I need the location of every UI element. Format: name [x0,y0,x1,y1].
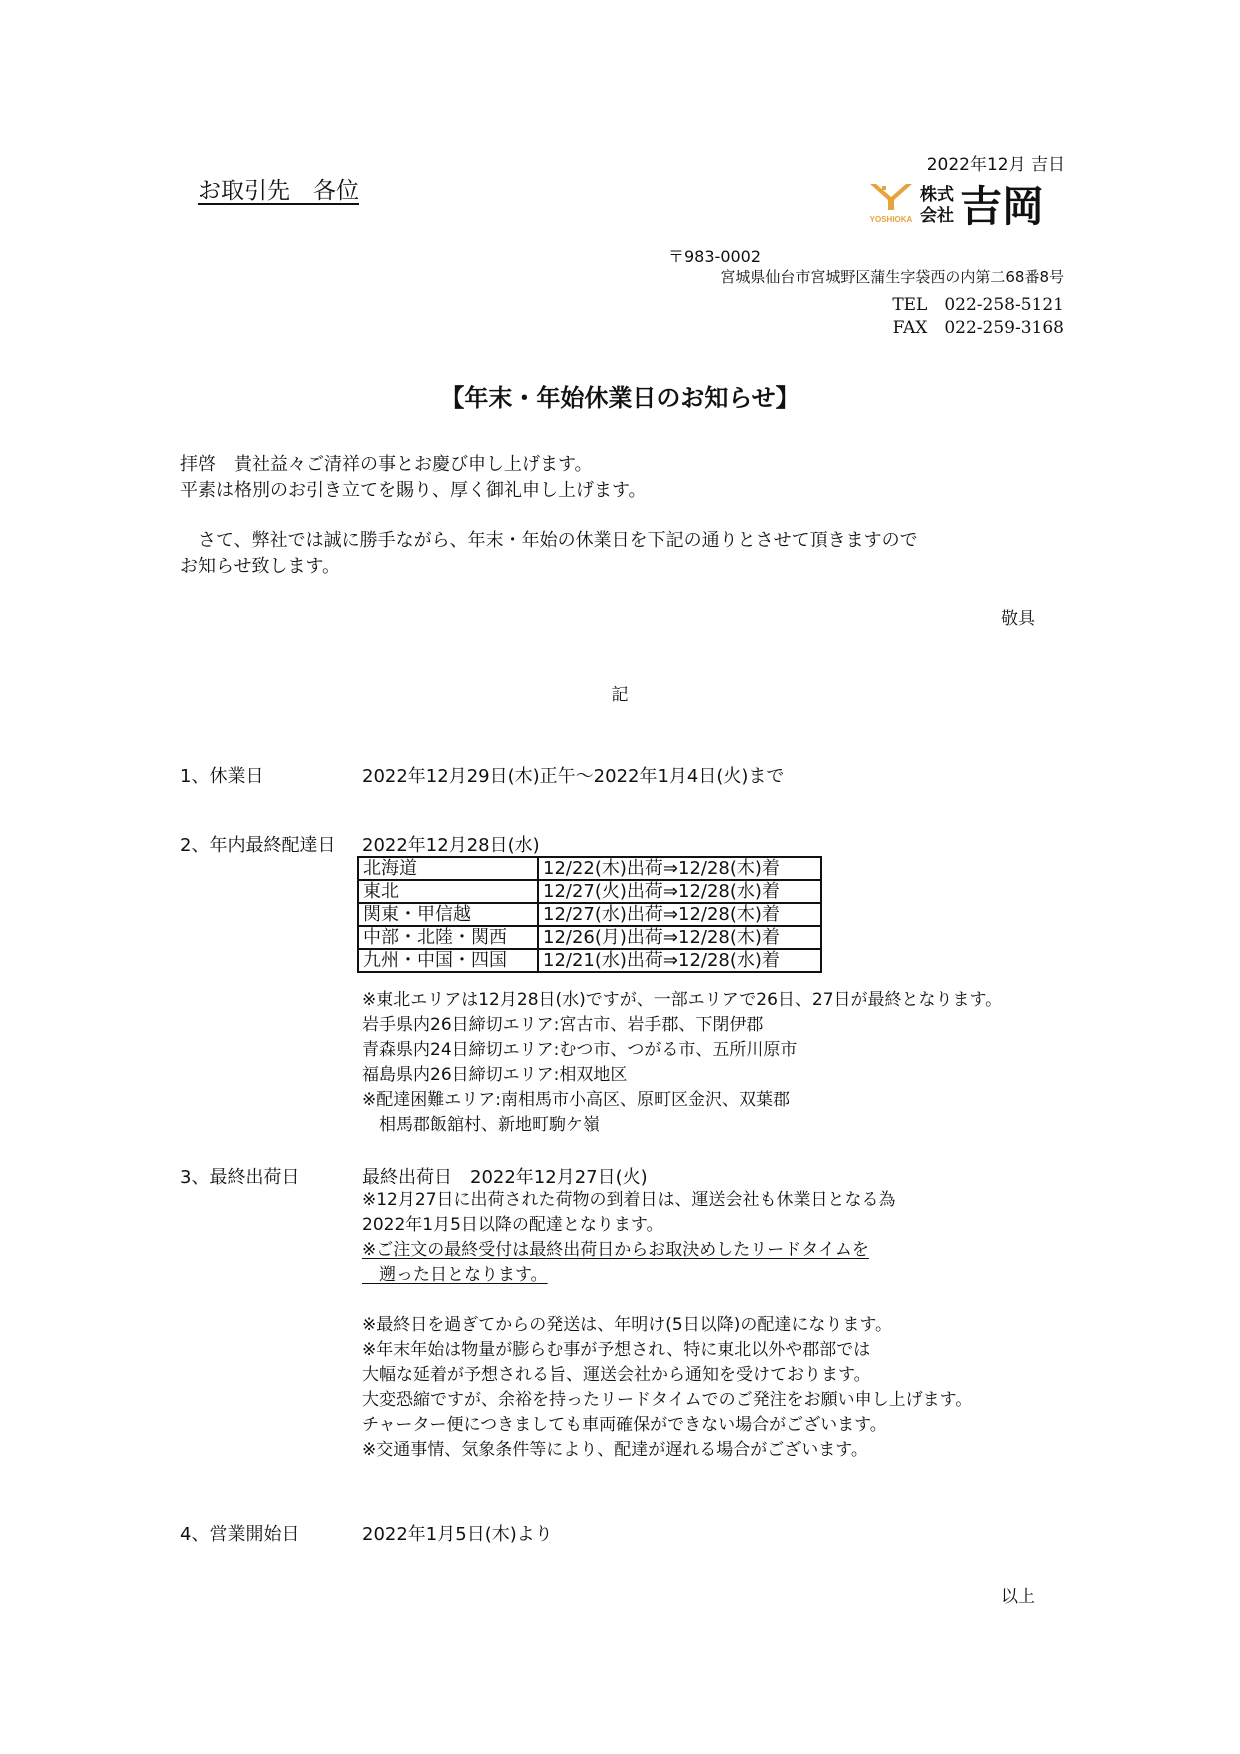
postal-code: 〒983-0002 [668,247,762,266]
area-cell: 東北 [358,880,538,903]
note-line: 2022年1月5日以降の配達となります。 [362,1215,664,1235]
area-cell: 関東・甲信越 [358,903,538,926]
schedule-cell: 12/22(木)出荷⇒12/28(木)着 [538,857,821,880]
note-line: ※年末年始は物量が膨らむ事が予想され、特に東北以外や郡部では [362,1340,871,1360]
closing-keigu: 敬具 [1001,609,1035,629]
section-3-notes-a [362,1188,896,1288]
yoshioka-mark-icon [870,184,912,210]
note-line: 岩手県内26日締切エリア:宮古市、岩手郡、下閉伊郡 [362,1015,764,1035]
note-line: ※交通事情、気象条件等により、配達が遅れる場合がございます。 [362,1440,868,1460]
note-line: ※12月27日に出荷された荷物の到着日は、運送会社も休業日となる為 [362,1190,896,1210]
note-line: 大変恐縮ですが、余裕を持ったリードタイムでのご発注をお願い申し上げます。 [362,1390,973,1410]
note-line: 福島県内26日締切エリア:相双地区 [362,1065,628,1085]
logo-romaji: YOSHIOKA [869,215,913,224]
schedule-cell: 12/26(月)出荷⇒12/28(木)着 [538,926,821,949]
section-4-value: 2022年1月5日(木)より [362,1524,553,1545]
section-3-value: 最終出荷日 2022年12月27日(火) [362,1167,648,1188]
table-row [358,926,821,949]
area-cell: 北海道 [358,857,538,880]
note-line-underlined: 遡った日となります。 [362,1265,548,1285]
section-3-notes-b [362,1313,972,1463]
company-address: 宮城県仙台市宮城野区蒲生字袋西の内第二68番8号 [720,268,1064,286]
table-row [358,880,821,903]
table-row [358,857,821,880]
area-cell: 中部・北陸・関西 [358,926,538,949]
table-row [358,903,821,926]
note-line: ※配達困難エリア:南相馬市小高区、原町区金沢、双葉郡 [362,1090,790,1110]
issue-date: 2022年12月 吉日 [926,155,1065,175]
logo-kabushiki: 株式 [920,185,954,205]
note-line: 大幅な延着が予想される旨、運送会社から通知を受けております。 [362,1365,871,1385]
schedule-cell: 12/21(水)出荷⇒12/28(水)着 [538,949,821,972]
section-1-value: 2022年12月29日(木)正午～2022年1月4日(火)まで [362,766,785,787]
area-cell: 九州・中国・四国 [358,949,538,972]
section-3-label: 3、最終出荷日 [180,1167,300,1188]
note-line: ※東北エリアは12月28日(水)ですが、一部エリアで26日、27日が最終となります。 [362,990,1003,1010]
note-line: 青森県内24日締切エリア:むつ市、つがる市、五所川原市 [362,1040,798,1060]
ki-marker: 記 [611,685,629,705]
greeting-line-2: 平素は格別のお引き立てを賜り、厚く御礼申し上げます。 [180,480,647,501]
greeting-line-3: さて、弊社では誠に勝手ながら、年末・年始の休業日を下記の通りとさせて頂きますので [180,530,918,551]
delivery-schedule-table [357,856,822,973]
section-2-label: 2、年内最終配達日 [180,835,336,856]
schedule-cell: 12/27(水)出荷⇒12/28(木)着 [538,903,821,926]
greeting-line-4: お知らせ致します。 [180,556,341,577]
closing-ijou: 以上 [1001,1587,1035,1607]
section-2-notes [362,988,1002,1138]
note-line: チャーター便につきましても車両確保ができない場合がございます。 [362,1415,887,1435]
section-2-value: 2022年12月28日(水) [362,835,540,856]
recipient-line: お取引先 各位 [198,178,359,204]
greeting-line-1: 拝啓 貴社益々ご清祥の事とお慶び申し上げます。 [180,454,593,475]
logo-company-name: 吉岡 [960,182,1045,228]
note-line: ※最終日を過ぎてからの発送は、年明け(5日以降)の配達になります。 [362,1315,892,1335]
section-4-label: 4、営業開始日 [180,1524,300,1545]
logo-kaisha: 会社 [920,206,954,226]
note-line-underlined: ※ご注文の最終受付は最終出荷日からお取決めしたリードタイムを [362,1240,869,1260]
page-title: 【年末・年始休業日のお知らせ】 [440,384,800,412]
section-1-label: 1、休業日 [180,766,264,787]
note-line: 相馬郡飯舘村、新地町駒ケ嶺 [362,1115,600,1135]
company-fax: FAX 022-259-3168 [892,318,1064,338]
schedule-cell: 12/27(火)出荷⇒12/28(水)着 [538,880,821,903]
table-row [358,949,821,972]
company-tel: TEL 022-258-5121 [892,295,1064,315]
company-logo [868,178,1063,228]
